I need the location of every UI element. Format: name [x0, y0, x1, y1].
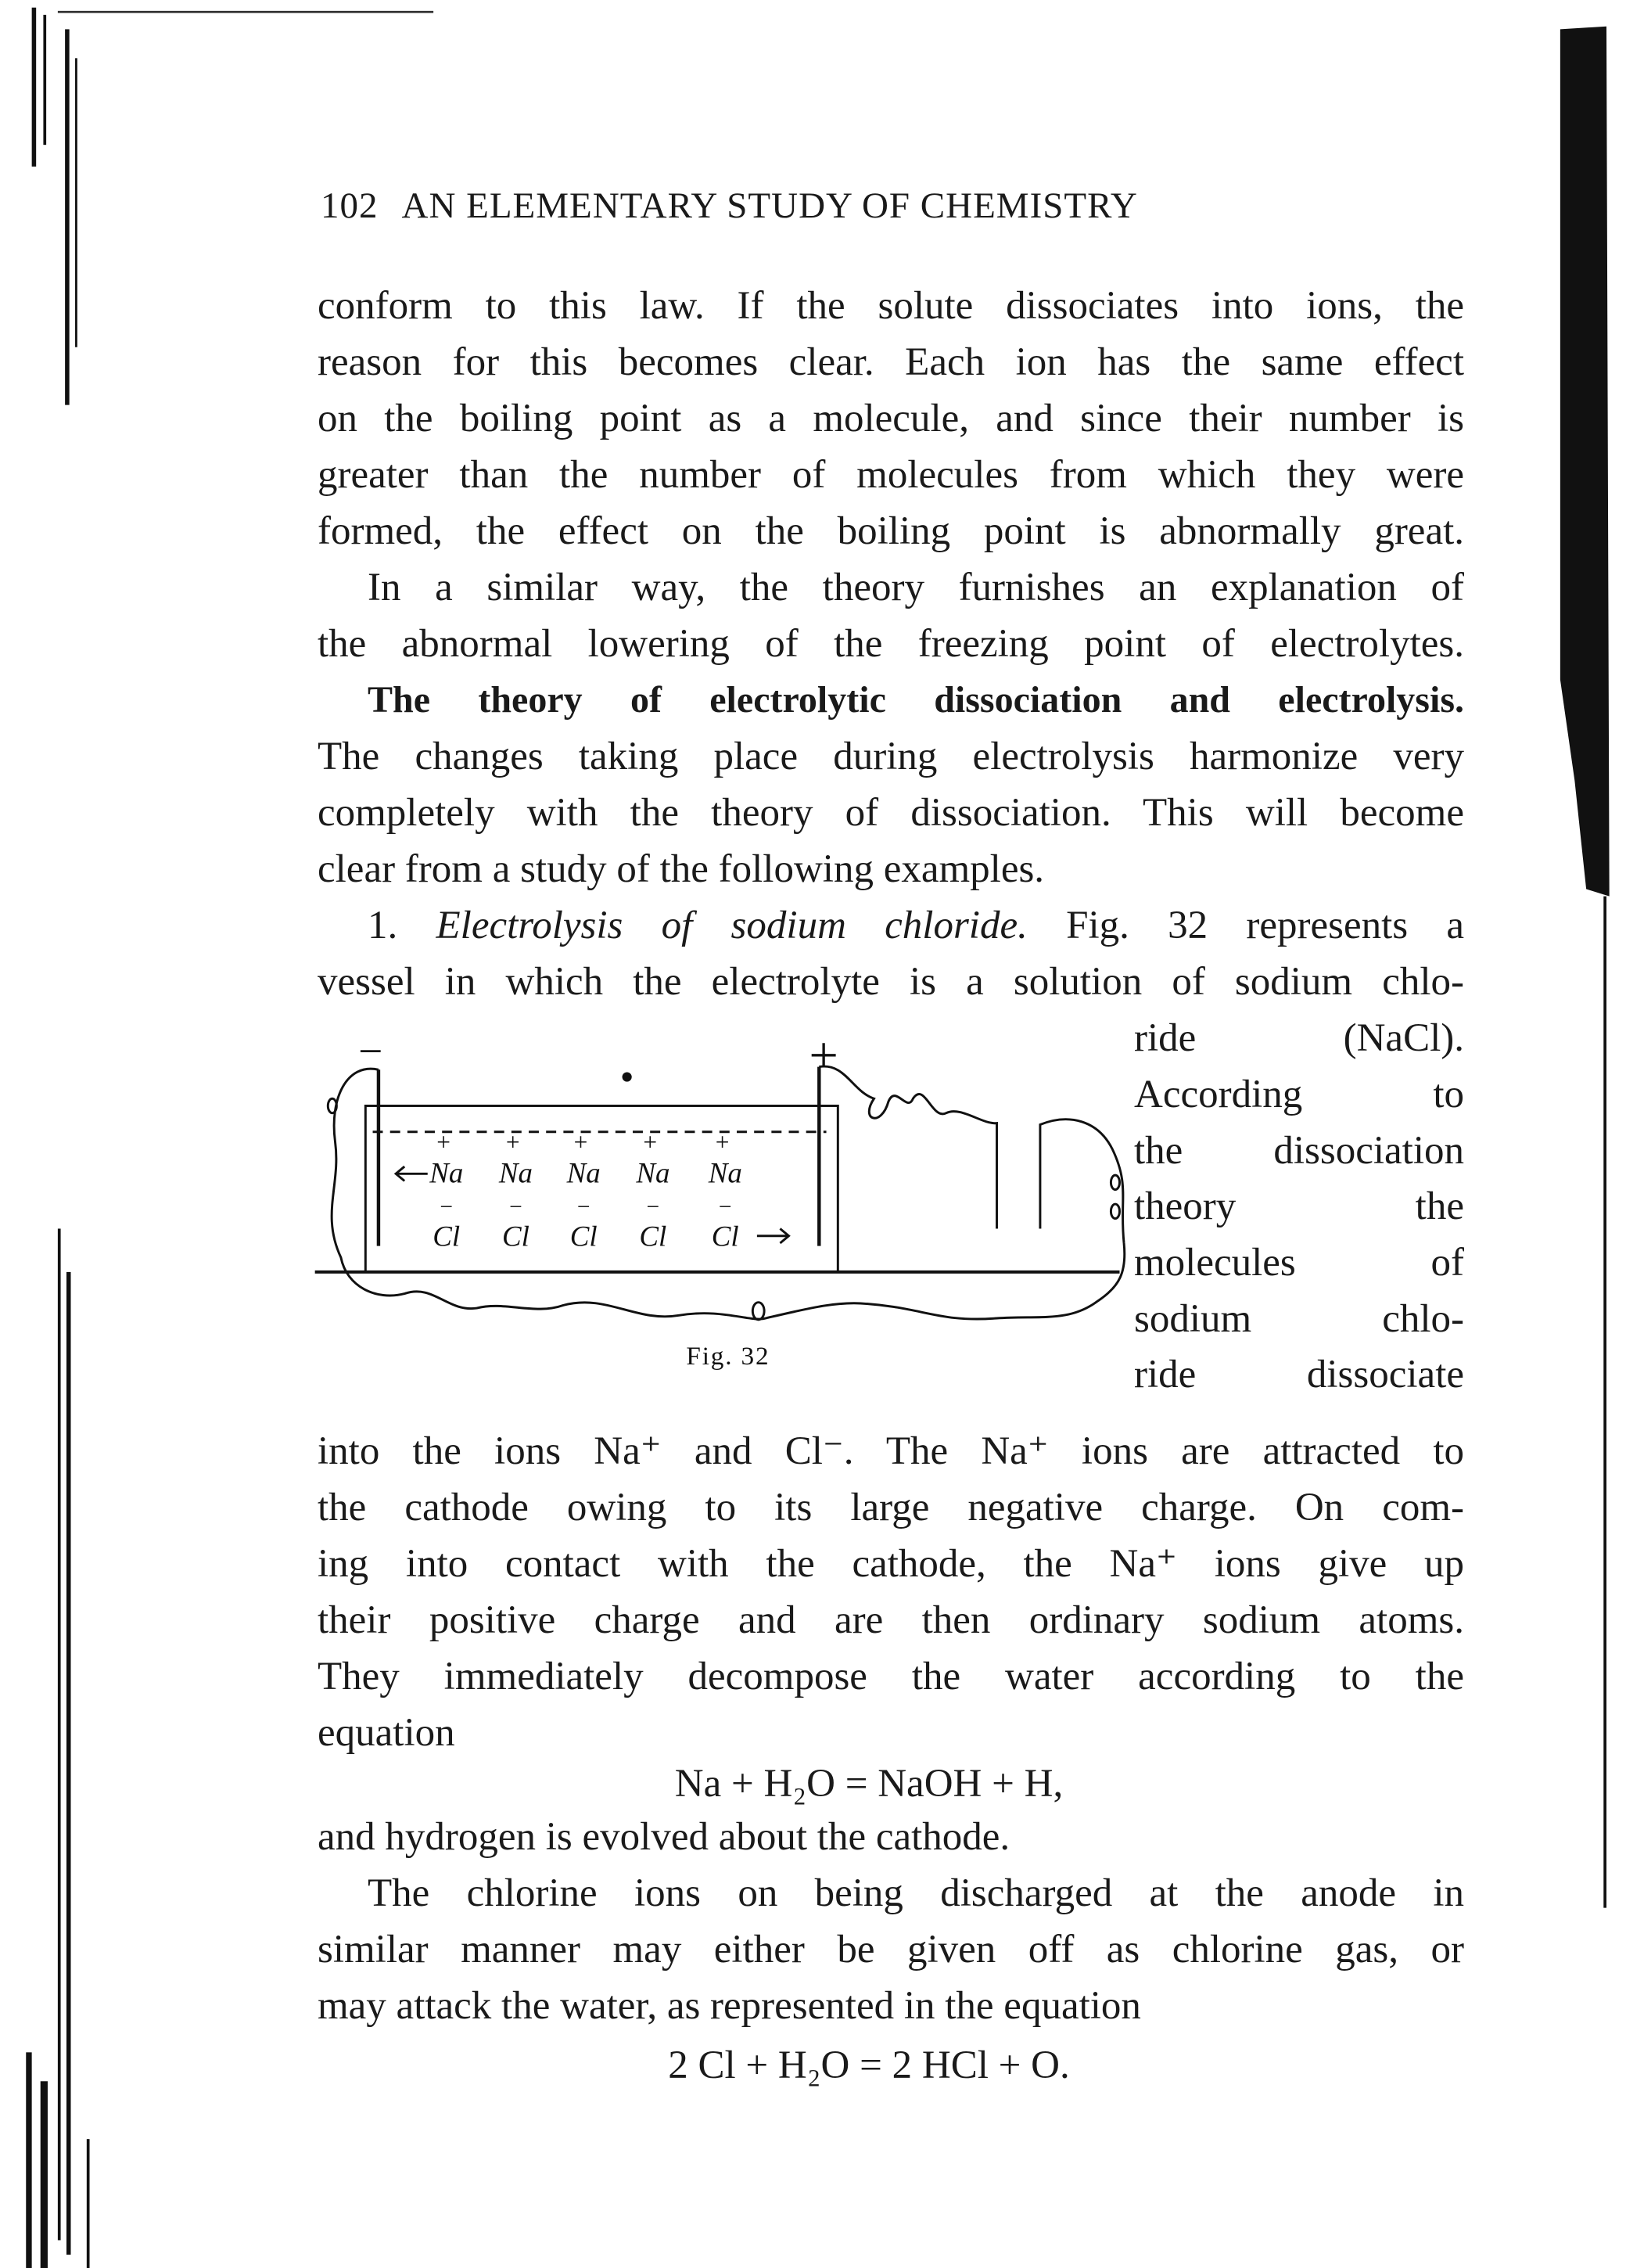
page-number: 102 — [321, 185, 379, 226]
cation-charge: + — [715, 1128, 730, 1156]
text-line: on the boiling point as a molecule, and since their number is — [318, 397, 1464, 440]
cation-label: Na — [498, 1156, 533, 1189]
figure-32 — [315, 1066, 1125, 1320]
text-line: similar manner may either be given off as chlorine gas, or — [318, 1928, 1464, 1971]
text-line: and hydrogen is evolved about the cathode. — [318, 1815, 1010, 1859]
text-line: ing into contact with the cathode, the Na⁺ ions give up — [318, 1542, 1464, 1586]
text-line: clear from a study of the following examples. — [318, 847, 1045, 891]
anion-label: Cl — [501, 1220, 529, 1253]
side-line: the dissociation — [1134, 1129, 1464, 1173]
cation-label: Na — [708, 1156, 742, 1189]
text-line: greater than the number of molecules from which they were — [318, 453, 1464, 497]
anion-charge: − — [440, 1195, 454, 1220]
text-line: vessel in which the electrolyte is a solution of sodium chlo- — [318, 960, 1464, 1004]
cation-charge: + — [436, 1128, 450, 1156]
text-line: their positive charge and are then ordinary sodium atoms. — [318, 1598, 1464, 1642]
side-line: According to — [1134, 1073, 1464, 1116]
anion-label: Cl — [433, 1220, 461, 1253]
side-line: molecules of — [1134, 1241, 1464, 1285]
anion-charge: − — [576, 1195, 590, 1220]
example-title: Electrolysis of sodium chloride. — [436, 904, 1028, 947]
side-line: ride (NaCl). — [1134, 1016, 1464, 1060]
equation: Na + H₂O = NaOH + H, — [674, 1762, 1064, 1806]
text-line: the abnormal lowering of the freezing point of electrolytes. — [318, 622, 1464, 666]
ion-labels — [429, 1129, 742, 1253]
anion-charge: − — [718, 1195, 732, 1220]
anion-charge: − — [509, 1195, 522, 1220]
running-title: AN ELEMENTARY STUDY OF CHEMISTRY — [401, 185, 1138, 226]
text-line: In a similar way, the theory furnishes an explanation of — [368, 566, 1464, 609]
text-line: formed, the effect on the boiling point is abnormally great. — [318, 509, 1464, 553]
cathode-sign: − — [358, 1026, 383, 1075]
side-line: sodium chlo- — [1134, 1297, 1464, 1341]
cation-label: Na — [566, 1156, 601, 1189]
cation-charge: + — [573, 1128, 588, 1156]
section-heading: The theory of electrolytic dissociation and electrolysis. — [368, 679, 1464, 721]
text-line: may attack the water, as represented in the equation — [318, 1984, 1141, 2028]
anion-label: Cl — [711, 1220, 739, 1253]
cation-label: Na — [636, 1156, 670, 1189]
wire-right — [819, 1066, 996, 1228]
cation-charge: + — [505, 1128, 520, 1156]
text-line: completely with the theory of dissociation. This will become — [318, 791, 1464, 835]
cation-label: Na — [429, 1156, 464, 1189]
anode-sign: + — [809, 1026, 838, 1084]
text-line: equation — [318, 1711, 455, 1755]
text-line: into the ions Na⁺ and Cl⁻. The Na⁺ ions are attracted to — [318, 1429, 1464, 1473]
text-line: the cathode owing to its large negative charge. On com- — [318, 1486, 1464, 1529]
cation-charge: + — [643, 1128, 658, 1156]
side-line: ride dissociate — [1134, 1353, 1464, 1396]
anion-label: Cl — [639, 1220, 667, 1253]
wire-loop — [752, 1303, 764, 1320]
text-line: The chlorine ions on being discharged at the anode in — [368, 1871, 1464, 1915]
text-line: The changes taking place during electrolysis harmonize very — [318, 735, 1464, 778]
example-number: 1. — [368, 904, 398, 947]
text-line: reason for this becomes clear. Each ion has the same effect — [318, 340, 1464, 384]
example-text: Fig. 32 represents a — [1066, 904, 1465, 947]
side-line: theory the — [1134, 1184, 1464, 1228]
anion-charge: − — [646, 1195, 660, 1220]
text-line: They immediately decompose the water according to the — [318, 1655, 1464, 1698]
equation: 2 Cl + H₂O = 2 HCl + O. — [668, 2043, 1070, 2087]
figure-caption: Fig. 32 — [686, 1342, 770, 1371]
text-line: conform to this law. If the solute dissociates into ions, the — [318, 284, 1464, 328]
anion-label: Cl — [569, 1220, 598, 1253]
